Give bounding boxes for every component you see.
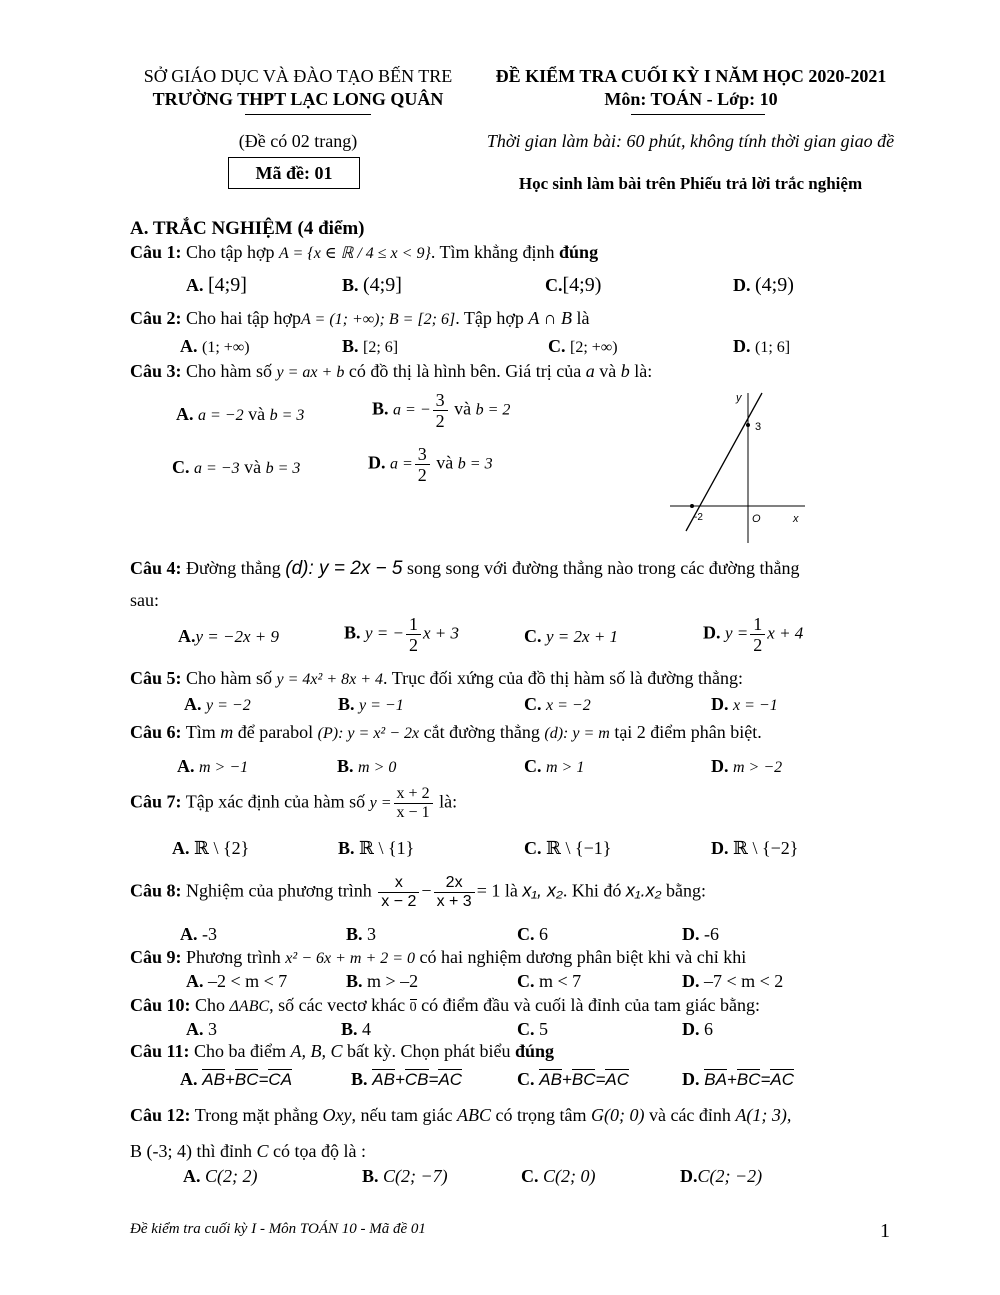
x-intercept-point [690,504,694,508]
function-expression: y = ax + b [276,364,345,381]
option-value: b = 3 [457,455,493,473]
option-value: m > −2 [733,759,783,776]
option-label: D. [733,336,751,356]
option-label: D. [703,622,721,643]
question-text: . Khi đó [562,880,622,901]
question-text: Tìm [185,722,216,742]
question-8 [130,874,706,911]
option-value: x = −2 [546,697,591,714]
q3-option-b[interactable] [372,390,510,431]
section-title: A. TRẮC NGHIỆM (4 điểm) [130,218,365,239]
q12-option-c[interactable] [521,1166,596,1187]
function-expression: y = 4x² + 8x + 4 [276,671,384,688]
question-text: cắt đường thẳng [423,722,540,742]
question-text: B (-3; 4) thì đỉnh [130,1141,252,1161]
question-text: Cho ba điểm [194,1041,287,1061]
q10-option-b[interactable] [341,1019,371,1040]
option-text: và [244,457,262,477]
q8-option-d[interactable] [682,924,719,945]
question-text: Đường thẳng [186,558,281,578]
option-value: C(2; −2) [697,1166,763,1186]
option-label: A. [184,694,202,714]
question-text: có điểm đầu và cuối là đỉnh của tam giác bằng: [421,995,760,1015]
q9-option-a[interactable] [186,971,287,992]
option-value: (4;9) [755,274,794,296]
question-label: Câu 8: [130,880,182,901]
question-text: , số các vectơ khác [269,995,406,1015]
q4-option-a[interactable] [178,626,279,647]
exam-code-box: Mã đề: 01 [228,157,360,189]
q10-option-d[interactable] [682,1019,713,1040]
q4-option-b[interactable] [344,614,459,655]
option-value: y = 2x + 1 [546,627,619,646]
y-tick-label: 3 [755,421,762,433]
q9-option-b[interactable] [346,971,418,992]
q6-option-d[interactable] [711,756,782,777]
question-9 [130,947,746,968]
option-value: b = 3 [269,407,305,424]
option-value: y = − [365,623,405,643]
vector: AB [372,1070,395,1089]
question-4 [130,558,800,580]
question-text: là [504,880,518,901]
option-value: 3 [367,924,377,944]
question-label: Câu 10: [130,995,191,1015]
fraction: $\frac{3}{2}$ [433,390,448,431]
fraction: $\frac{1}{2}$ [406,614,421,655]
option-label: B. [337,756,354,776]
option-label: B. [341,1019,358,1039]
option-label: D. [682,1019,700,1039]
question-1 [130,242,598,263]
q7-option-a[interactable] [172,838,249,859]
q1-option-b[interactable] [342,274,402,297]
vector: AB [202,1070,225,1089]
option-label: B. [344,622,361,643]
option-value: a = −2 [198,407,244,424]
question-text: Cho [195,995,226,1015]
parabola-equation: (P): y = x² − 2x [317,725,420,742]
option-label: B. [372,398,389,419]
option-value: C(2; 2) [205,1166,258,1186]
option-label: C. [517,1069,535,1089]
option-value: 5 [539,1019,548,1039]
points: A, B, C [290,1041,343,1061]
footer-text: Đề kiểm tra cuối kỳ I - Môn TOÁN 10 - Mã đề 01 [130,1221,426,1237]
instruction-note: Học sinh làm bài trên Phiếu trả lời trắc nghiệm [518,174,863,193]
option-label: D. [711,694,729,714]
question-2 [130,308,590,329]
option-label: B. [342,275,359,295]
q3-option-c[interactable] [172,457,300,478]
option-text: và [454,398,472,419]
option-value: y = −2x + 9 [195,627,280,646]
option-value: m > –2 [367,971,419,991]
vertex-c: C [256,1141,269,1161]
y-intercept-point [746,423,750,427]
operator: = 1 [476,880,501,901]
question-label: Câu 12: [130,1105,191,1125]
option-value: (1; 6] [755,339,791,356]
option-label: A. [172,838,190,858]
roots-expression: x₁, x₂ [522,880,563,901]
question-label: Câu 9: [130,947,182,967]
q6-option-c[interactable] [524,756,584,777]
q7-option-c[interactable] [524,838,611,859]
question-label: Câu 11: [130,1041,190,1061]
question-text: bằng: [665,880,706,901]
option-value: m > −1 [199,759,249,776]
emphasis-word: đúng [559,242,599,262]
option-label: C. [517,1019,535,1039]
vector: CA [268,1070,293,1089]
option-value: [2; +∞) [570,339,618,356]
q5-option-a[interactable] [184,694,251,715]
question-text: là: [634,361,653,381]
q2-option-a[interactable] [180,336,250,357]
question-text: Nghiệm của phương trình [186,880,372,901]
subject-line: Môn: TOÁN - Lớp: 10 [604,89,778,109]
q11-option-b[interactable]: B. AB+CB=AC [351,1069,463,1089]
option-label: A. [177,756,195,776]
option-value: 4 [362,1019,372,1039]
question-label: Câu 7: [130,791,182,812]
set-expression: A = {x ∈ ℝ / 4 ≤ x < 9} [279,245,431,262]
option-value: 3 [208,1019,217,1039]
option-value: y = −2 [206,697,251,714]
option-value: b = 2 [475,401,511,419]
option-value: x = −1 [733,697,778,714]
question-text: Cho hàm số [186,361,273,381]
fraction: $\frac{x}{x - 2}$ [378,874,419,911]
fraction: $\frac{2x}{x + 3}$ [434,874,475,911]
page-number: 1 [880,1220,890,1242]
option-label: B. [351,1069,368,1089]
option-value: [4;9) [562,274,602,296]
school-name: TRƯỜNG THPT LẠC LONG QUÂN [152,89,444,109]
product-expression: x₁.x₂ [625,880,662,901]
option-value: m > 1 [546,759,585,776]
q2-option-d[interactable] [733,336,790,357]
dept-name: SỞ GIÁO DỤC VÀ ĐÀO TẠO BẾN TRE [143,66,453,86]
header-right-rule [631,114,765,115]
q1-option-d[interactable] [733,274,794,297]
option-value: y = [725,623,749,643]
q3-option-a[interactable] [176,404,304,425]
option-label: A. [180,924,198,944]
option-value: a = −3 [194,460,240,477]
question-text: . Tìm khẳng định [430,242,555,262]
question-text: có hai nghiệm dương phân biệt khi và chỉ khi [419,947,747,967]
option-label: C. [524,694,542,714]
q5-option-d[interactable] [711,694,778,715]
function-expression: y = [369,794,392,812]
question-text: sau: [130,590,159,610]
x-axis-label: x [793,513,799,525]
question-text: . Trục đối xứng của đồ thị hàm số là đường thẳng: [383,668,744,688]
q5-option-b[interactable] [338,694,404,715]
q9-option-c[interactable] [517,971,581,992]
question-3 [130,361,652,382]
option-value: a = [390,455,413,473]
option-value: ℝ \ {−2} [733,838,799,858]
q2-option-b[interactable] [342,336,398,357]
option-label: A. [180,336,198,356]
option-value: ℝ \ {2} [194,838,250,858]
question-12 [130,1105,791,1126]
question-text: song song với đường thẳng nào trong các đường thẳng [407,558,800,578]
question-text: là: [439,791,458,812]
q10-option-a[interactable] [186,1019,217,1040]
option-label: A. [176,404,194,424]
option-label: A. [186,275,204,295]
q1-option-c[interactable] [545,274,601,297]
option-text: và [436,452,454,473]
question-4-continued [130,590,159,611]
question-text: Trong mặt phẳng [194,1105,319,1125]
triangle-symbol: ΔABC [229,998,270,1015]
vector: AC [770,1070,795,1089]
y-axis-label: y [736,392,742,404]
option-value: –2 < m < 7 [208,971,288,991]
question-text: , nếu tam giác [351,1105,453,1125]
option-label: C. [545,275,563,295]
question-label: Câu 1: [130,242,182,262]
vector: AB [539,1070,562,1089]
set-expression: A ∩ B [528,308,573,328]
option-label: D. [733,275,751,295]
fraction: $\frac{1}{2}$ [750,614,765,655]
question-label: Câu 5: [130,668,182,688]
question-text: Cho hàm số [186,668,273,688]
question-text: là [576,308,590,328]
time-note: Thời gian làm bài: 60 phút, không tính thời gian giao đề [486,131,895,151]
question-text: Tập xác định của hàm số [185,791,366,812]
option-value: [4;9] [208,274,247,296]
q7-option-b[interactable] [338,838,414,859]
option-value: b = 3 [265,460,301,477]
vector: AC [605,1070,630,1089]
q6-option-a[interactable] [177,756,248,777]
question-text: có đồ thị là hình bên. Giá trị của [348,361,582,381]
question-11 [130,1041,554,1062]
option-value: -3 [202,924,217,944]
option-value: y = −1 [359,697,404,714]
question-6 [130,722,762,743]
operator: − [421,880,432,901]
option-label: D. [368,452,386,473]
option-label: D. [682,924,700,944]
q4-option-d[interactable] [703,614,803,655]
q12-option-d[interactable] [680,1166,762,1187]
option-text: và [248,404,266,424]
variable-a: a [585,361,595,381]
option-value: C(2; −7) [383,1166,448,1186]
option-label: B. [342,336,359,356]
option-label: D. [680,1166,698,1186]
option-label: B. [346,971,363,991]
option-label: A. [186,971,204,991]
q8-option-c[interactable] [517,924,548,945]
option-value: m > 0 [358,759,397,776]
option-label: A. [178,626,196,646]
origin-label: O [752,513,761,525]
question-7 [130,785,457,822]
question-text: để parabol [237,722,314,742]
set-expression: A = (1; +∞); B = [2; 6] [301,311,456,328]
question-text: bất kỳ. Chọn phát biểu [347,1041,511,1061]
q1-option-a[interactable] [186,274,247,297]
q2-option-c[interactable] [548,336,618,357]
option-value: ℝ \ {1} [359,838,415,858]
vector: BC [234,1070,259,1089]
option-value: 6 [539,924,548,944]
line-equation: (d): y = 2x − 5 [285,558,403,579]
option-label: A. [186,1019,204,1039]
option-value: –7 < m < 2 [704,971,784,991]
q4-option-c[interactable] [524,626,618,647]
option-label: B. [346,924,363,944]
question-text: có trọng tâm [495,1105,587,1125]
option-label: A. [180,1069,198,1089]
option-label: C. [517,971,535,991]
question-text: Cho hai tập hợp [186,308,302,328]
question-label: Câu 4: [130,558,182,578]
q12-option-a[interactable] [183,1166,258,1187]
option-value: x + 4 [767,623,804,643]
vector: CB [404,1070,429,1089]
option-label: A. [183,1166,201,1186]
variable-b: b [620,361,630,381]
vector: AC [438,1070,463,1089]
option-value: ℝ \ {−1} [546,838,612,858]
option-label: B. [338,694,355,714]
emphasis-word: đúng [515,1041,555,1061]
question-text: tại 2 điểm phân biệt. [614,722,762,742]
option-label: D. [682,1069,700,1089]
triangle-name: ABC [457,1105,491,1125]
option-label: C. [172,457,190,477]
option-value: x + 3 [423,623,460,643]
fraction: $\frac{x + 2}{x - 1}$ [394,785,433,822]
q12-option-b[interactable] [362,1166,448,1187]
exam-title: ĐỀ KIỂM TRA CUỐI KỲ I NĂM HỌC 2020-2021 [495,66,887,86]
option-label: C. [521,1166,539,1186]
question-text: và các đỉnh [648,1105,731,1125]
q8-option-b[interactable] [346,924,376,945]
q11-option-d[interactable]: D. BA+BC=AC [682,1069,795,1089]
function-graph [660,388,810,548]
option-label: D. [682,971,700,991]
x-tick-label: -2 [694,512,703,523]
option-value: (1; +∞) [202,339,250,356]
option-value: [2; 6] [363,339,399,356]
coordinate-plane: Oxy [322,1105,352,1125]
option-value: 6 [704,1019,713,1039]
q7-option-d[interactable] [711,838,798,859]
equation: x² − 6x + m + 2 = 0 [285,950,416,967]
option-label: D. [711,756,729,776]
pages-note: (Đề có 02 trang) [238,131,358,151]
option-label: B. [362,1166,379,1186]
question-10 [130,995,760,1016]
option-label: C. [524,838,542,858]
q5-option-c[interactable] [524,694,591,715]
vertex-a: A(1; 3), [735,1105,792,1125]
question-text: Phương trình [186,947,281,967]
option-value: (4;9] [363,274,402,296]
option-label: D. [711,838,729,858]
q10-option-c[interactable] [517,1019,548,1040]
line-equation: (d): y = m [544,725,610,742]
header-left-rule [245,114,371,115]
option-label: C. [524,626,542,646]
vector: BA [704,1070,727,1089]
question-label: Câu 6: [130,722,182,742]
option-label: C. [524,756,542,776]
option-label: C. [517,924,535,944]
q3-option-d[interactable] [368,444,493,485]
question-text: có tọa độ là : [273,1141,366,1161]
question-5 [130,668,743,689]
option-value: a = − [393,401,431,419]
option-value: C(2; 0) [543,1166,596,1186]
vector: BC [736,1070,761,1089]
question-12-continued [130,1141,366,1162]
question-label: Câu 3: [130,361,182,381]
variable-m: m [220,722,234,742]
option-value: m < 7 [539,971,582,991]
question-text: . Tập hợp [455,308,524,328]
q6-option-b[interactable] [337,756,396,777]
centroid: G(0; 0) [590,1105,645,1125]
option-label: B. [338,838,355,858]
fraction: $\frac{3}{2}$ [415,444,430,485]
option-label: C. [548,336,566,356]
zero-vector: 0 [409,1000,417,1015]
function-line [686,393,762,531]
question-text: Cho tập hợp [186,242,275,262]
q8-option-a[interactable] [180,924,217,945]
question-text: và [599,361,617,381]
question-label: Câu 2: [130,308,182,328]
option-value: -6 [704,924,719,944]
q11-option-a[interactable]: A. AB+BC=CA [180,1069,293,1089]
q11-option-c[interactable]: C. AB+BC=AC [517,1069,630,1089]
q9-option-d[interactable] [682,971,783,992]
vector: BC [571,1070,596,1089]
